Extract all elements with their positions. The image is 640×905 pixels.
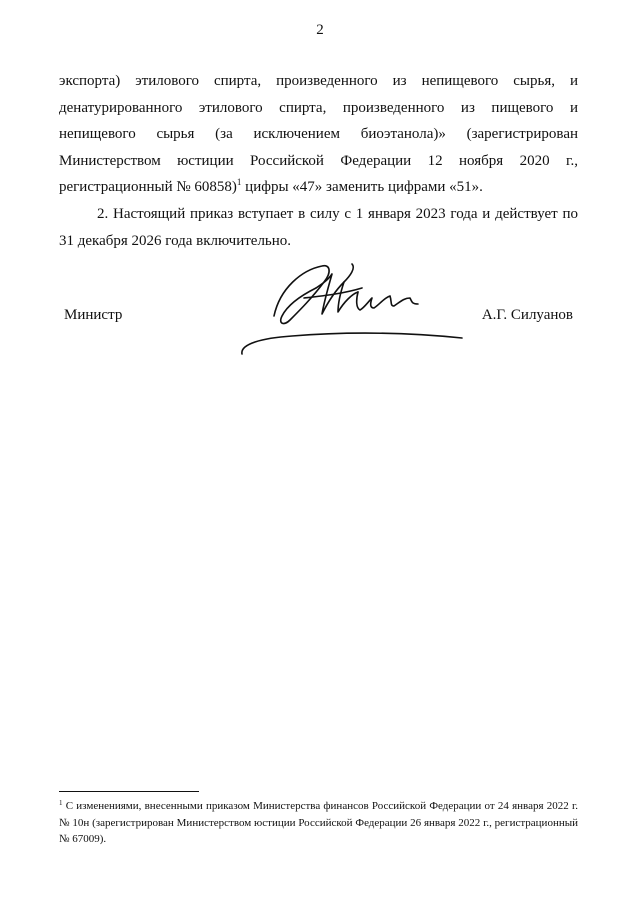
footnote-divider [59, 791, 199, 792]
page-number: 2 [316, 22, 324, 38]
paragraph-effective-date: 2. Настоящий приказ вступает в силу с 1 января 2023 года и действует по 31 декабря 2026 года включительно. [59, 205, 578, 249]
paragraph-continuation-text: экспорта) этилового спирта, произведенного из непищевого сырья, и денатурированного этилового спирта, произведенного из пищевого и непищевого сырья (за исключением биоэтанола)» (зарегистрирован Министерством юстиции Российской Федерации 12 ноября 2020 г., регистрационный № 60858) [59, 73, 578, 196]
paragraph-continuation-tail: цифры «47» заменить цифрами «51». [241, 179, 483, 196]
paragraph-continuation [59, 68, 578, 201]
footnote-marker: 1 [59, 799, 63, 807]
handwritten-signature [232, 258, 472, 368]
footnote-reference: 1 [236, 177, 242, 188]
footnote-text: С изменениями, внесенными приказом Министерства финансов Российской Федерации от 24 января 2022 г. № 10н (зарегистрирован Министерством юстиции Российской Федерации 26 января 2022 г., регистрационный № 67009). [59, 800, 578, 845]
signatory-name: А.Г. Силуанов [481, 307, 573, 323]
signatory-role: Министр [64, 307, 123, 323]
document-body [59, 68, 578, 254]
footnote [59, 798, 578, 848]
